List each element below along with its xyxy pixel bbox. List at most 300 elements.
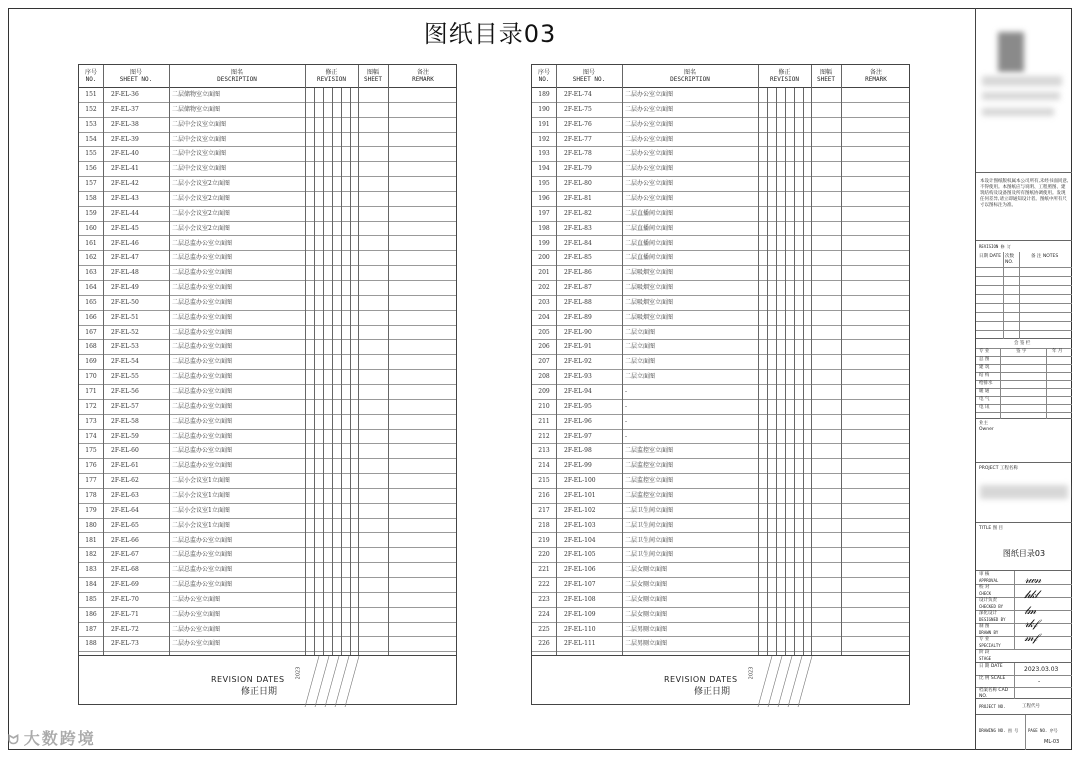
signature-approval: 𝓇𝓌𝓃: [1023, 573, 1043, 586]
table-row: [79, 326, 456, 341]
header-sheet-no: 图号 SHEET NO.: [572, 69, 606, 83]
table-row: [532, 534, 909, 549]
table-row: [79, 118, 456, 133]
column-divider: [332, 88, 333, 655]
watermark-logo-icon: ᗢ: [8, 733, 21, 748]
row-description: 二层办公室立面图: [172, 625, 221, 633]
row-number: 157: [85, 180, 97, 188]
row-number: 187: [85, 625, 97, 633]
row-description: 二层总监办公室立面图: [172, 417, 233, 425]
row-sheet-no: 2F-EL-99: [564, 462, 592, 470]
countersign-title: 会 签 栏: [1014, 341, 1031, 346]
role-designed-by: 深化设计 DESIGNED BY: [979, 611, 1006, 622]
row-sheet-no: 2F-EL-58: [111, 417, 139, 425]
row-description: 二层办公室立面图: [172, 610, 221, 618]
column-divider: [103, 65, 104, 655]
table-row: [532, 177, 909, 192]
row-description: 二层立面图: [625, 343, 656, 351]
row-description: 二层监控室立面图: [625, 447, 674, 455]
row-sheet-no: 2F-EL-46: [111, 239, 139, 247]
table-row: [532, 192, 909, 207]
owner-block: [976, 419, 1072, 463]
row-sheet-no: 2F-EL-111: [564, 640, 596, 648]
table-row: [79, 237, 456, 252]
row-number: 190: [538, 105, 550, 113]
row-sheet-no: 2F-EL-98: [564, 447, 592, 455]
page-title: 图纸目录03: [423, 20, 557, 48]
header-sheet: 图幅 SHEET: [816, 69, 836, 83]
row-sheet-no: 2F-EL-90: [564, 328, 592, 336]
row-sheet-no: 2F-EL-79: [564, 165, 592, 173]
table-row: [79, 133, 456, 148]
row-description: 二层总监办公室立面图: [172, 284, 233, 292]
row-number: 168: [85, 343, 97, 351]
row-number: 196: [538, 194, 550, 202]
column-divider: [323, 88, 324, 655]
row-number: 185: [85, 595, 97, 603]
row-description: 二层总监办公室立面图: [172, 254, 233, 262]
table-row: [79, 444, 456, 459]
table-row: [79, 415, 456, 430]
table-row: [79, 207, 456, 222]
row-sheet-no: 2F-EL-106: [564, 566, 596, 574]
signature-designed: 𝓁𝓂: [1023, 604, 1038, 617]
countersign-row: 结 构: [979, 373, 990, 378]
row-sheet-no: 2F-EL-54: [111, 358, 139, 366]
row-sheet-no: 2F-EL-42: [111, 180, 139, 188]
table-row: [79, 637, 456, 652]
row-number: 173: [85, 417, 97, 425]
row-description: 二层小会议室1立面图: [172, 477, 230, 485]
row-number: 159: [85, 209, 97, 217]
date-value: 2023.03.03: [1024, 666, 1059, 673]
company-name-blurred: [982, 76, 1062, 86]
row-description: 二层总监办公室立面图: [172, 313, 233, 321]
row-sheet-no: 2F-EL-96: [564, 417, 592, 425]
row-description: 二层吸烟室立面图: [625, 313, 674, 321]
row-number: 176: [85, 462, 97, 470]
table-row: [79, 608, 456, 623]
row-description: -: [625, 417, 628, 425]
row-sheet-no: 2F-EL-73: [111, 640, 139, 648]
revision-dates-area: [79, 655, 456, 706]
table-header: [79, 65, 456, 88]
revision-dates-area: [532, 655, 909, 706]
header-sheet: 图幅 SHEET: [363, 69, 383, 83]
revision-block: [976, 241, 1072, 339]
row-number: 206: [538, 343, 550, 351]
row-description: 二层办公室立面图: [625, 194, 674, 202]
watermark: ᗢ 大数跨境: [8, 729, 96, 748]
drawing-index-table-left: [78, 64, 457, 705]
row-description: 二层中会议室立面图: [172, 120, 227, 128]
table-row: [79, 103, 456, 118]
row-description: 二层小会议室2立面图: [172, 209, 230, 217]
table-row: [79, 430, 456, 445]
row-description: 二层直播间立面图: [625, 209, 674, 217]
row-number: 194: [538, 165, 550, 173]
table-row: [79, 222, 456, 237]
row-number: 172: [85, 402, 97, 410]
row-number: 207: [538, 358, 550, 366]
row-sheet-no: 2F-EL-84: [564, 239, 592, 247]
signature-drawn: 𝓇𝓀𝒻: [1023, 617, 1039, 630]
row-sheet-no: 2F-EL-50: [111, 298, 139, 306]
row-sheet-no: 2F-EL-87: [564, 284, 592, 292]
row-number: 184: [85, 581, 97, 589]
row-number: 183: [85, 566, 97, 574]
row-number: 205: [538, 328, 550, 336]
row-number: 161: [85, 239, 97, 247]
row-number: 212: [538, 432, 550, 440]
row-number: 167: [85, 328, 97, 336]
row-description: 二层小会议室2立面图: [172, 180, 230, 188]
header-remark: 备注 REMARK: [865, 69, 887, 83]
table-row: [79, 177, 456, 192]
revision-notes-header: 备 注 NOTES: [1031, 254, 1059, 259]
row-description: 二层直播间立面图: [625, 224, 674, 232]
revision-date-header: 日期 DATE: [979, 254, 1002, 259]
row-sheet-no: 2F-EL-51: [111, 313, 139, 321]
project-block: [976, 463, 1072, 523]
table-row: [532, 266, 909, 281]
row-number: 166: [85, 313, 97, 321]
row-number: 174: [85, 432, 97, 440]
header-revision: 修正 REVISION: [770, 69, 799, 83]
header-no: 序号 NO.: [537, 69, 550, 83]
row-description: 二层卫生间立面图: [625, 551, 674, 559]
column-divider: [169, 65, 170, 655]
countersign-row: 暖 通: [979, 389, 990, 394]
row-sheet-no: 2F-EL-104: [564, 536, 596, 544]
row-sheet-no: 2F-EL-86: [564, 269, 592, 277]
table-row: [79, 548, 456, 563]
row-number: 155: [85, 150, 97, 158]
row-sheet-no: 2F-EL-109: [564, 610, 596, 618]
table-row: [79, 563, 456, 578]
row-sheet-no: 2F-EL-103: [564, 521, 596, 529]
table-row: [79, 370, 456, 385]
table-row: [79, 266, 456, 281]
table-header: [532, 65, 909, 88]
role-specialty: 专 业 SPECIALTY: [979, 637, 1001, 648]
row-description: 二层办公室立面图: [625, 180, 674, 188]
row-number: 209: [538, 388, 550, 395]
table-row: [532, 222, 909, 237]
countersign-row: 电 讯: [979, 405, 990, 410]
column-divider: [841, 65, 842, 655]
row-number: 191: [538, 120, 550, 128]
row-sheet-no: 2F-EL-60: [111, 447, 139, 455]
row-sheet-no: 2F-EL-77: [564, 135, 592, 143]
drawing-no-value: ML-03: [1044, 739, 1060, 745]
row-description: 二层吸烟室立面图: [625, 269, 674, 277]
table-row: [532, 578, 909, 593]
revision-year: 2023: [295, 666, 302, 680]
header-description: 图名 DESCRIPTION: [217, 69, 257, 83]
row-number: 198: [538, 224, 550, 232]
row-description: 二层女厕立面图: [625, 581, 668, 589]
table-row: [79, 489, 456, 504]
row-description: 二层办公室立面图: [625, 120, 674, 128]
row-sheet-no: 2F-EL-91: [564, 343, 592, 351]
cad-label: 档案名称 CAD NO.: [979, 688, 1009, 699]
row-sheet-no: 2F-EL-64: [111, 506, 139, 514]
row-description: -: [625, 388, 628, 395]
row-description: 二层直播间立面图: [625, 239, 674, 247]
row-number: 203: [538, 298, 550, 306]
row-description: 二层办公室立面图: [625, 91, 674, 98]
countersign-row: 建 筑: [979, 365, 990, 370]
row-sheet-no: 2F-EL-71: [111, 610, 139, 618]
row-sheet-no: 2F-EL-67: [111, 551, 139, 559]
scale-label: 比 例 SCALE: [979, 676, 1006, 681]
row-sheet-no: 2F-EL-107: [564, 581, 596, 589]
countersign-row: 给排水: [979, 381, 993, 386]
table-row: [532, 444, 909, 459]
row-number: 179: [85, 506, 97, 514]
countersign-row: 总 图: [979, 357, 990, 362]
countersign-col-signature: 签 字: [1016, 349, 1027, 354]
row-sheet-no: 2F-EL-70: [111, 595, 139, 603]
countersign-row: 电 气: [979, 397, 990, 402]
row-sheet-no: 2F-EL-102: [564, 506, 596, 514]
table-row: [532, 400, 909, 415]
row-description: 二层总监办公室立面图: [172, 328, 233, 336]
row-description: 二层储物室立面图: [172, 105, 221, 113]
row-sheet-no: 2F-EL-69: [111, 581, 139, 589]
row-description: 二层监控室立面图: [625, 477, 674, 485]
drawing-no-label: DRAWING NO. 图 号: [979, 728, 1019, 733]
column-divider: [785, 88, 786, 655]
column-divider: [811, 65, 812, 655]
revision-block-label: REVISION 修 订: [979, 244, 1012, 249]
row-number: 181: [85, 536, 97, 544]
row-description: 二层储物室立面图: [172, 91, 221, 98]
date-scale-block: [976, 663, 1072, 699]
copyright-text: 本设计图纸版权属本公司所有,未经书面同意,不得使用。本图纸应与说明、工程照图、建筑结构及设备图及所有图纸协调使用。发现任何差异,请立即通知设计者。图纸中所有尺寸以图标注为准。: [980, 179, 1069, 208]
row-description: 二层小会议室1立面图: [172, 506, 230, 514]
row-number: 208: [538, 373, 550, 381]
title-block: [975, 8, 1072, 750]
row-number: 158: [85, 194, 97, 202]
row-sheet-no: 2F-EL-55: [111, 373, 139, 381]
drawing-title: 图纸目录03: [1002, 549, 1046, 558]
row-number: 169: [85, 358, 97, 366]
row-sheet-no: 2F-EL-49: [111, 284, 139, 292]
row-description: 二层总监办公室立面图: [172, 373, 233, 381]
row-number: 218: [538, 521, 550, 529]
row-sheet-no: 2F-EL-82: [564, 209, 592, 217]
row-description: 二层办公室立面图: [625, 150, 674, 158]
row-number: 201: [538, 269, 550, 277]
row-sheet-no: 2F-EL-37: [111, 105, 139, 113]
table-row: [532, 608, 909, 623]
countersign-col-specialty: 专 业: [979, 349, 990, 354]
role-check: 校 对 CHECK: [979, 585, 992, 596]
row-number: 151: [85, 91, 97, 98]
row-description: 二层立面图: [625, 373, 656, 381]
signature-specialty: 𝓂𝒻: [1023, 631, 1039, 644]
row-number: 160: [85, 224, 97, 232]
row-description: 二层总监办公室立面图: [172, 388, 233, 395]
row-sheet-no: 2F-EL-105: [564, 551, 596, 559]
row-sheet-no: 2F-EL-43: [111, 194, 139, 202]
row-sheet-no: 2F-EL-101: [564, 491, 596, 499]
row-description: -: [625, 402, 628, 410]
row-sheet-no: 2F-EL-97: [564, 432, 592, 440]
revision-dates-label-zh: 修正日期: [241, 687, 278, 697]
row-sheet-no: 2F-EL-52: [111, 328, 139, 336]
row-description: 二层中会议室立面图: [172, 135, 227, 143]
table-row: [532, 311, 909, 326]
row-sheet-no: 2F-EL-78: [564, 150, 592, 158]
row-description: 二层总监办公室立面图: [172, 298, 233, 306]
table-row: [532, 296, 909, 311]
row-sheet-no: 2F-EL-48: [111, 269, 139, 277]
revision-change-header: 次数 NO.: [1005, 254, 1014, 265]
row-number: 164: [85, 284, 97, 292]
project-no-value: 工程代号: [1022, 704, 1040, 709]
row-sheet-no: 2F-EL-53: [111, 343, 139, 351]
table-row: [79, 623, 456, 638]
row-number: 225: [538, 625, 550, 633]
company-logo: [998, 32, 1024, 72]
table-row: [532, 563, 909, 578]
column-divider: [350, 88, 351, 655]
row-description: 二层直播间立面图: [625, 254, 674, 262]
row-description: 二层总监办公室立面图: [172, 462, 233, 470]
row-description: 二层总监办公室立面图: [172, 358, 233, 366]
row-number: 152: [85, 105, 97, 113]
revision-dates-label-en: REVISION DATES: [211, 675, 285, 684]
row-number: 213: [538, 447, 550, 455]
row-number: 192: [538, 135, 550, 143]
table-row: [532, 474, 909, 489]
table-row: [532, 207, 909, 222]
row-description: 二层小会议室2立面图: [172, 224, 230, 232]
countersign-col-date: 年 月: [1052, 349, 1063, 354]
role-approval: 审 核 APPROVAL: [979, 572, 999, 583]
row-sheet-no: 2F-EL-85: [564, 254, 592, 262]
company-subtitle-blurred: [982, 92, 1060, 100]
row-number: 202: [538, 284, 550, 292]
header-remark: 备注 REMARK: [412, 69, 434, 83]
row-number: 162: [85, 254, 97, 262]
row-number: 171: [85, 388, 97, 395]
row-description: 二层女厕立面图: [625, 610, 668, 618]
table-row: [532, 133, 909, 148]
table-row: [532, 88, 909, 103]
row-number: 199: [538, 239, 550, 247]
table-row: [532, 415, 909, 430]
row-sheet-no: 2F-EL-93: [564, 373, 592, 381]
column-divider: [556, 65, 557, 655]
table-row: [79, 385, 456, 400]
row-description: 二层立面图: [625, 328, 656, 336]
row-sheet-no: 2F-EL-95: [564, 402, 592, 410]
row-sheet-no: 2F-EL-47: [111, 254, 139, 262]
row-description: 二层办公室立面图: [625, 165, 674, 173]
row-number: 163: [85, 269, 97, 277]
table-row: [79, 593, 456, 608]
row-number: 177: [85, 477, 97, 485]
scale-value: -: [1038, 678, 1041, 685]
table-row: [79, 251, 456, 266]
column-divider: [622, 65, 623, 655]
row-number: 226: [538, 640, 550, 648]
row-number: 153: [85, 120, 97, 128]
column-divider: [803, 88, 804, 655]
table-row: [532, 103, 909, 118]
row-sheet-no: 2F-EL-66: [111, 536, 139, 544]
row-description: 二层中会议室立面图: [172, 150, 227, 158]
row-number: 178: [85, 491, 97, 499]
row-sheet-no: 2F-EL-62: [111, 477, 139, 485]
row-sheet-no: 2F-EL-39: [111, 135, 139, 143]
table-row: [532, 370, 909, 385]
revision-year: 2023: [748, 666, 755, 680]
row-number: 220: [538, 551, 550, 559]
table-row: [79, 504, 456, 519]
row-number: 204: [538, 313, 550, 321]
row-number: 156: [85, 165, 97, 173]
row-number: 195: [538, 180, 550, 188]
header-no: 序号 NO.: [84, 69, 97, 83]
table-row: [532, 519, 909, 534]
row-description: 二层吸烟室立面图: [625, 298, 674, 306]
row-sheet-no: 2F-EL-88: [564, 298, 592, 306]
row-description: 二层小会议室1立面图: [172, 491, 230, 499]
row-description: 二层总监办公室立面图: [172, 447, 233, 455]
row-number: 222: [538, 581, 550, 589]
table-row: [532, 340, 909, 355]
row-number: 180: [85, 521, 97, 529]
table-row: [532, 637, 909, 652]
row-description: -: [625, 432, 628, 440]
table-row: [532, 489, 909, 504]
row-sheet-no: 2F-EL-57: [111, 402, 139, 410]
row-description: 二层总监办公室立面图: [172, 269, 233, 277]
row-sheet-no: 2F-EL-44: [111, 209, 139, 217]
table-row: [532, 162, 909, 177]
header-sheet-no: 图号 SHEET NO.: [119, 69, 153, 83]
row-number: 214: [538, 462, 550, 470]
table-row: [532, 251, 909, 266]
role-checked-by: 设计负责 CHECKED BY: [979, 598, 1004, 609]
row-sheet-no: 2F-EL-89: [564, 313, 592, 321]
row-description: 二层卫生间立面图: [625, 536, 674, 544]
row-sheet-no: 2F-EL-56: [111, 388, 139, 395]
row-sheet-no: 2F-EL-45: [111, 224, 139, 232]
table-row: [532, 623, 909, 638]
countersign-block: [976, 339, 1072, 419]
table-row: [79, 192, 456, 207]
row-description: 二层小会议室1立面图: [172, 521, 230, 529]
table-row: [532, 548, 909, 563]
row-description: 二层女厕立面图: [625, 595, 668, 603]
column-divider: [388, 65, 389, 655]
company-address-blurred: [982, 108, 1054, 116]
row-description: 二层办公室立面图: [625, 135, 674, 143]
row-number: 224: [538, 610, 550, 618]
signature-check: 𝒽𝓀𝓁: [1023, 588, 1040, 601]
row-description: 二层总监办公室立面图: [172, 239, 233, 247]
row-description: 二层办公室立面图: [172, 595, 221, 603]
row-number: 221: [538, 566, 550, 574]
row-number: 215: [538, 477, 550, 485]
table-row: [532, 281, 909, 296]
